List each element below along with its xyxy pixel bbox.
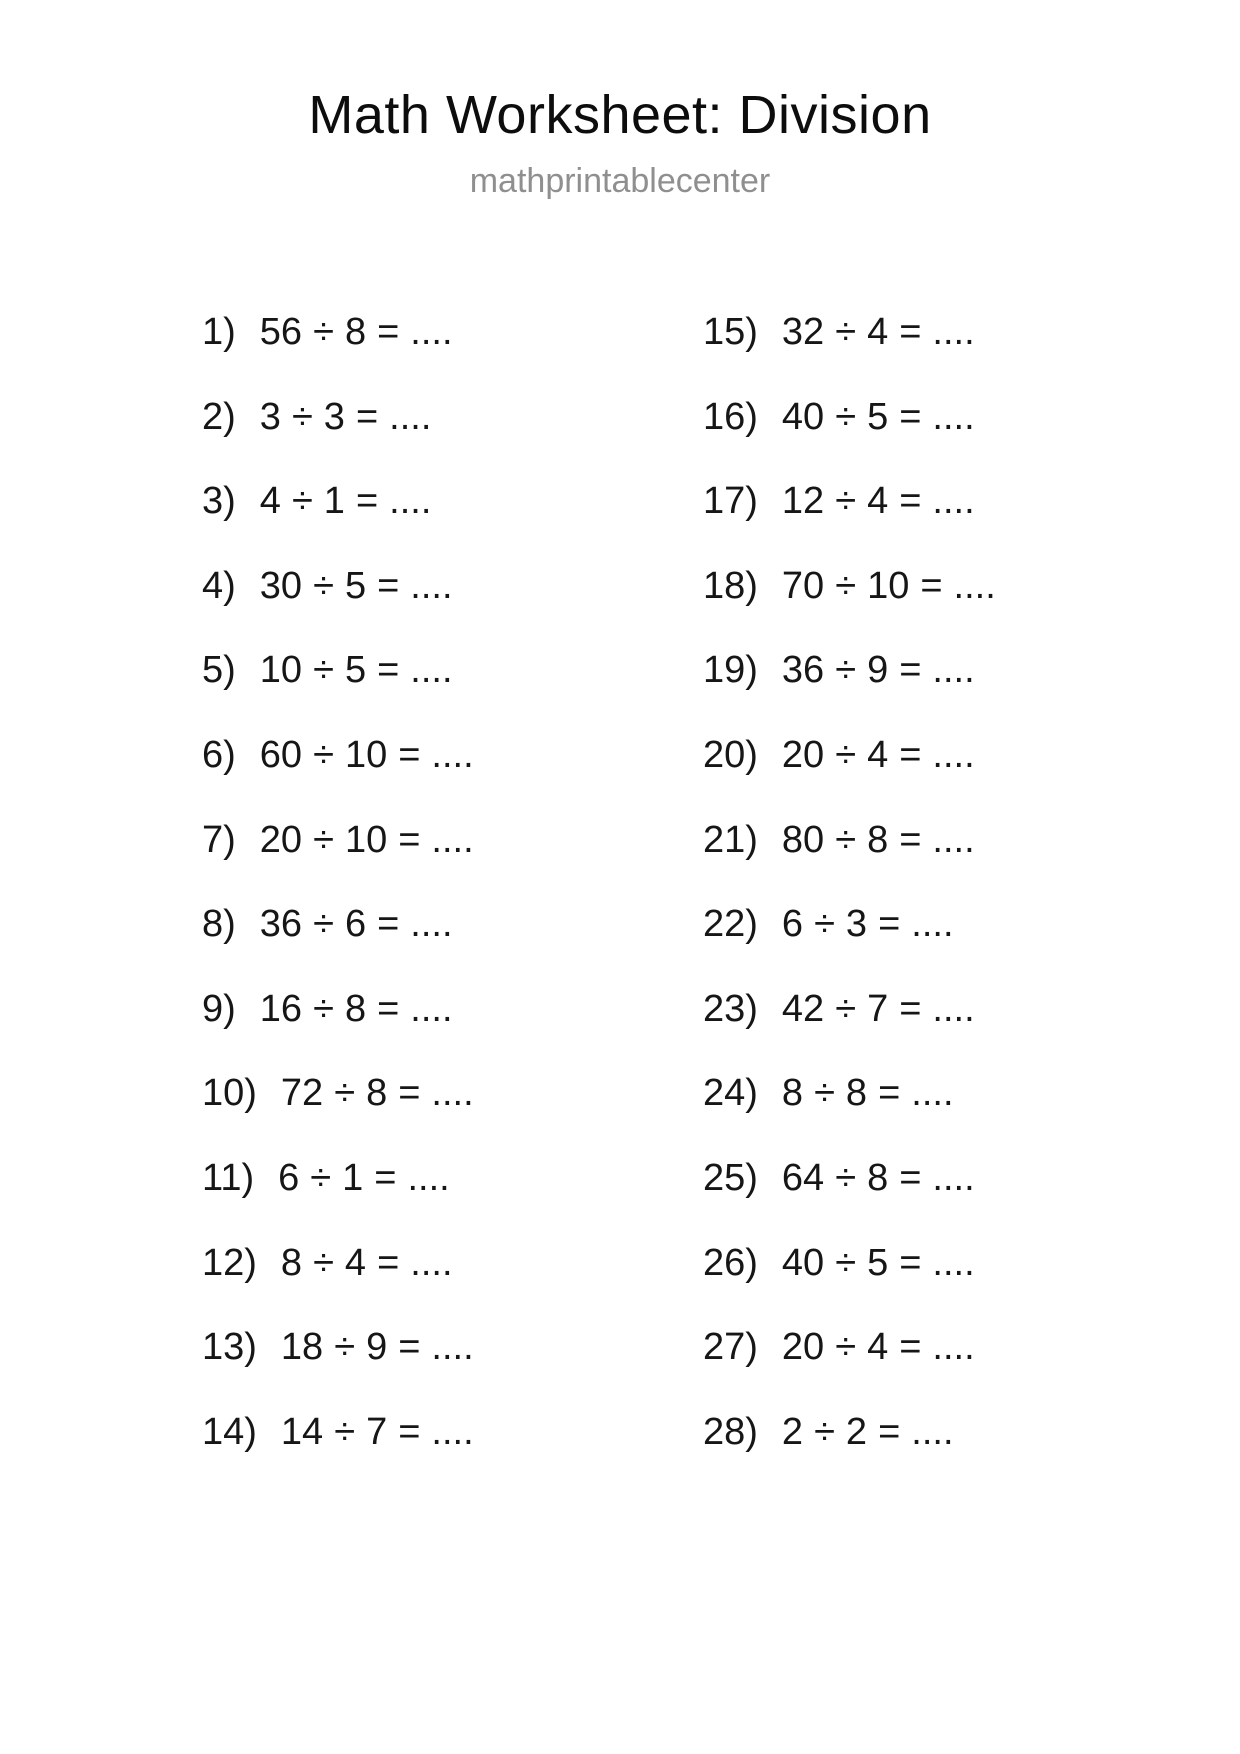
answer-blank: .... (911, 903, 954, 946)
division-sign: ÷ (835, 480, 857, 523)
division-sign: ÷ (334, 1072, 356, 1115)
division-sign: ÷ (313, 733, 334, 776)
problem-number: 2) (202, 395, 236, 438)
dividend: 6 (781, 903, 804, 946)
division-sign: ÷ (835, 395, 857, 438)
division-sign: ÷ (291, 395, 313, 438)
page-subtitle: mathprintablecenter (469, 162, 771, 200)
divisor: 8 (867, 1156, 889, 1199)
equals-sign: = (377, 311, 400, 353)
answer-blank: .... (932, 1156, 975, 1199)
problem-number: 22) (703, 903, 758, 946)
answer-blank: .... (389, 480, 432, 523)
divisor: 3 (845, 903, 868, 946)
answer-blank: .... (932, 1326, 975, 1369)
equals-sign: = (899, 311, 922, 353)
problem-expression (260, 650, 453, 692)
problem-expression (782, 1073, 954, 1115)
divisor: 1 (323, 480, 345, 523)
problem-expression (260, 735, 474, 777)
divisor: 4 (867, 480, 889, 523)
problem-row (703, 820, 996, 905)
dividend: 6 (278, 1156, 300, 1199)
problem-row (703, 1243, 996, 1328)
answer-blank: .... (410, 1241, 453, 1284)
problem-number: 20) (703, 733, 758, 776)
problem-expression (782, 397, 975, 439)
dividend: 70 (781, 564, 825, 607)
dividend: 14 (280, 1410, 324, 1453)
dividend: 4 (259, 480, 281, 523)
problem-number: 26) (703, 1241, 758, 1284)
problem-number: 5) (202, 649, 236, 692)
problem-row (202, 1327, 474, 1412)
problem-number: 12) (202, 1241, 257, 1284)
divisor: 1 (342, 1156, 364, 1199)
equals-sign: = (398, 733, 421, 776)
problem-expression (281, 1412, 474, 1454)
dividend: 42 (781, 987, 825, 1030)
divisor: 4 (867, 311, 889, 353)
divisor: 8 (344, 311, 367, 353)
problem-row (703, 566, 996, 651)
division-sign: ÷ (313, 1241, 334, 1284)
equals-sign: = (398, 1410, 421, 1453)
problem-number: 18) (703, 564, 758, 607)
division-sign: ÷ (313, 987, 334, 1030)
problem-number: 13) (202, 1326, 257, 1369)
problem-expression (782, 904, 954, 946)
answer-blank: .... (932, 395, 975, 438)
division-sign: ÷ (835, 649, 857, 692)
problem-row (202, 566, 474, 651)
division-sign: ÷ (814, 1072, 835, 1115)
problem-row (202, 1412, 474, 1497)
dividend: 8 (280, 1241, 303, 1284)
problem-number: 1) (202, 311, 236, 353)
division-sign: ÷ (835, 733, 857, 776)
answer-blank: .... (407, 1156, 450, 1199)
dividend: 36 (259, 903, 303, 946)
equals-sign: = (899, 395, 922, 438)
answer-blank: .... (932, 987, 975, 1030)
dividend: 10 (259, 649, 303, 692)
problem-expression (782, 1327, 975, 1369)
division-sign: ÷ (835, 564, 857, 607)
problem-expression (782, 566, 996, 608)
problem-number: 11) (202, 1156, 255, 1199)
problem-number: 6) (202, 733, 236, 776)
divisor: 9 (867, 649, 889, 692)
problem-row (202, 650, 474, 735)
equals-sign: = (398, 1326, 421, 1369)
problem-number: 15) (703, 311, 758, 353)
equals-sign: = (398, 1072, 421, 1115)
divisor: 5 (867, 1241, 889, 1284)
problem-row (703, 904, 996, 989)
equals-sign: = (377, 564, 400, 607)
problem-number: 9) (202, 987, 236, 1030)
problem-number: 3) (202, 480, 236, 523)
problem-number: 24) (703, 1072, 758, 1115)
dividend: 20 (259, 818, 303, 861)
dividend: 32 (781, 311, 825, 353)
answer-blank: .... (410, 987, 453, 1030)
answer-blank: .... (932, 480, 975, 523)
division-sign: ÷ (313, 903, 334, 946)
equals-sign: = (899, 480, 922, 523)
answer-blank: .... (410, 311, 453, 353)
dividend: 3 (259, 395, 281, 438)
problem-expression (260, 312, 453, 354)
answer-blank: .... (431, 733, 474, 776)
equals-sign: = (899, 987, 922, 1030)
problem-number: 7) (202, 818, 236, 861)
dividend: 60 (259, 733, 303, 776)
division-sign: ÷ (334, 1410, 356, 1453)
equals-sign: = (899, 1326, 922, 1369)
divisor: 4 (867, 1326, 889, 1369)
equals-sign: = (377, 1241, 400, 1284)
equals-sign: = (878, 1072, 901, 1115)
divisor: 8 (344, 987, 367, 1030)
answer-blank: .... (410, 649, 453, 692)
division-sign: ÷ (835, 1156, 857, 1199)
division-sign: ÷ (310, 1156, 332, 1199)
equals-sign: = (899, 818, 922, 861)
answer-blank: .... (932, 649, 975, 692)
answer-blank: .... (932, 1241, 975, 1284)
problem-number: 28) (703, 1410, 758, 1453)
page-title: Math Worksheet: Division (308, 85, 932, 145)
answer-blank: .... (431, 1072, 474, 1115)
divisor: 10 (867, 564, 910, 607)
equals-sign: = (355, 480, 379, 523)
problem-expression (782, 1243, 975, 1285)
problem-expression (782, 481, 975, 523)
answer-blank: .... (932, 311, 975, 353)
problem-row (202, 904, 474, 989)
problem-expression (782, 312, 975, 354)
division-sign: ÷ (835, 311, 857, 353)
problem-number: 10) (202, 1072, 257, 1115)
equals-sign: = (899, 733, 922, 776)
problem-number: 16) (703, 395, 758, 438)
dividend: 40 (781, 1241, 825, 1284)
answer-blank: .... (911, 1072, 954, 1115)
divisor: 3 (323, 395, 345, 438)
problem-number: 8) (202, 903, 236, 946)
problem-row (202, 735, 474, 820)
problem-expression (281, 1243, 453, 1285)
divisor: 2 (845, 1410, 868, 1453)
dividend: 16 (259, 987, 303, 1030)
problem-row (703, 989, 996, 1074)
problem-expression (260, 989, 453, 1031)
dividend: 40 (781, 395, 825, 438)
answer-blank: .... (389, 395, 432, 438)
problem-expression (782, 650, 975, 692)
divisor: 4 (344, 1241, 367, 1284)
problem-row (202, 1073, 474, 1158)
division-sign: ÷ (313, 311, 334, 353)
equals-sign: = (878, 1410, 901, 1453)
dividend: 18 (280, 1326, 324, 1369)
division-sign: ÷ (313, 649, 334, 692)
problem-row (703, 735, 996, 820)
problems-column-right (703, 312, 996, 1496)
problem-expression (782, 820, 975, 862)
problem-expression (260, 820, 474, 862)
problems-column-left (202, 312, 474, 1496)
problem-row (703, 1073, 996, 1158)
dividend: 30 (259, 564, 303, 607)
equals-sign: = (377, 987, 400, 1030)
problem-row (703, 397, 996, 482)
divisor: 8 (867, 818, 889, 861)
problem-row (703, 1412, 996, 1497)
problem-row (202, 312, 474, 397)
equals-sign: = (377, 649, 400, 692)
answer-blank: .... (953, 564, 996, 607)
dividend: 56 (259, 311, 303, 353)
divisor: 4 (867, 733, 889, 776)
problem-row (703, 650, 996, 735)
problem-expression (782, 735, 975, 777)
divisor: 10 (344, 818, 388, 861)
problem-row (703, 312, 996, 397)
problem-number: 4) (202, 564, 236, 607)
problem-expression (782, 989, 975, 1031)
equals-sign: = (355, 395, 379, 438)
problem-row (202, 820, 474, 905)
problem-expression (782, 1412, 954, 1454)
problem-expression (260, 566, 453, 608)
dividend: 72 (280, 1072, 324, 1115)
problem-expression (278, 1158, 450, 1200)
equals-sign: = (899, 1241, 922, 1284)
problem-number: 25) (703, 1156, 758, 1199)
division-sign: ÷ (835, 987, 857, 1030)
problem-row (202, 481, 474, 566)
problem-expression (281, 1073, 474, 1115)
problem-number: 27) (703, 1326, 758, 1369)
divisor: 6 (344, 903, 367, 946)
division-sign: ÷ (313, 818, 334, 861)
division-sign: ÷ (334, 1326, 356, 1369)
problem-expression (281, 1327, 474, 1369)
dividend: 8 (781, 1072, 804, 1115)
problem-expression (782, 1158, 975, 1200)
problem-expression (260, 397, 432, 439)
problem-number: 21) (703, 818, 758, 861)
answer-blank: .... (431, 818, 474, 861)
divisor: 10 (344, 733, 388, 776)
answer-blank: .... (431, 1326, 474, 1369)
dividend: 20 (781, 733, 825, 776)
equals-sign: = (899, 649, 922, 692)
dividend: 80 (781, 818, 825, 861)
problem-expression (260, 904, 453, 946)
divisor: 5 (867, 395, 889, 438)
answer-blank: .... (431, 1410, 474, 1453)
answer-blank: .... (932, 818, 975, 861)
division-sign: ÷ (835, 1241, 857, 1284)
problem-number: 14) (202, 1410, 257, 1453)
equals-sign: = (878, 903, 901, 946)
problem-row (202, 1158, 474, 1243)
divisor: 8 (845, 1072, 868, 1115)
problem-row (202, 397, 474, 482)
division-sign: ÷ (814, 903, 835, 946)
divisor: 8 (366, 1072, 388, 1115)
divisor: 7 (867, 987, 889, 1030)
divisor: 7 (366, 1410, 388, 1453)
answer-blank: .... (932, 733, 975, 776)
equals-sign: = (377, 903, 400, 946)
problem-number: 17) (703, 480, 758, 523)
problem-row (202, 989, 474, 1074)
problem-row (202, 1243, 474, 1328)
answer-blank: .... (911, 1410, 954, 1453)
division-sign: ÷ (814, 1410, 835, 1453)
divisor: 9 (366, 1326, 388, 1369)
dividend: 20 (781, 1326, 825, 1369)
problem-row (703, 1158, 996, 1243)
division-sign: ÷ (835, 818, 857, 861)
answer-blank: .... (410, 903, 453, 946)
answer-blank: .... (410, 564, 453, 607)
division-sign: ÷ (835, 1326, 857, 1369)
divisor: 5 (344, 649, 367, 692)
problem-row (703, 481, 996, 566)
division-sign: ÷ (313, 564, 334, 607)
equals-sign: = (920, 564, 943, 607)
dividend: 64 (781, 1156, 825, 1199)
problem-number: 23) (703, 987, 758, 1030)
division-sign: ÷ (291, 480, 313, 523)
problem-number: 19) (703, 649, 758, 692)
equals-sign: = (374, 1156, 397, 1199)
dividend: 12 (781, 480, 825, 523)
equals-sign: = (398, 818, 421, 861)
problem-row (703, 1327, 996, 1412)
dividend: 36 (781, 649, 825, 692)
dividend: 2 (781, 1410, 804, 1453)
equals-sign: = (899, 1156, 922, 1199)
divisor: 5 (344, 564, 367, 607)
problem-expression (260, 481, 432, 523)
